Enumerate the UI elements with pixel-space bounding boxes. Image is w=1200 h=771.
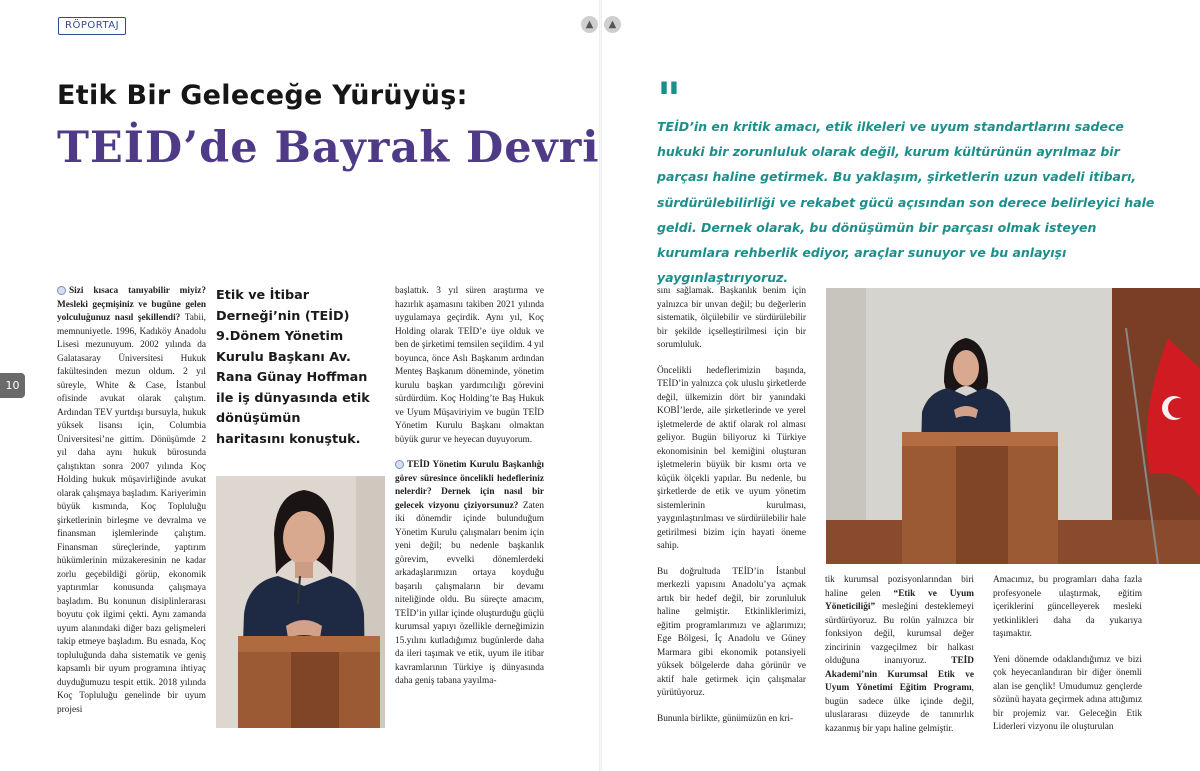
article-column-1 bbox=[57, 285, 206, 735]
pull-quote: TEİD’in en kritik amacı, etik ilkeleri ve uyum standartlarını sadece hukuki bir zorunluluk olarak değil, kurum kültürünün ayrılmaz bir parçası haline getirmek. Bu yaklaşım, şirketlerin uzun vadeli itibarı, sürdürülebilirliği ve rekabet gücü açısından son derece belirleyici hale geldi. Dernek olarak, bu dönüşümün bir parçası olmak isteyen kurumlara rehberlik ediyor, araçlar sunuyor ve bu anlayışı yaygınlaştırıyoruz. bbox=[657, 119, 1155, 286]
article-column-6 bbox=[993, 574, 1142, 735]
quote-mark: " bbox=[657, 72, 681, 126]
paragraph-1: sını sağlamak. Başkanlık benim için yalnızca bir unvan değil; bu değerlerin sistematik, ölçülebilir ve sürdürülebilir bir şekilde içselleştirilmesi için bir sorumluluk. bbox=[657, 286, 806, 350]
nav-right-icon[interactable]: ▲ bbox=[604, 16, 621, 33]
nav-icons bbox=[581, 16, 621, 33]
column-6-paragraph-2: Yeni dönemde odaklandığımız ve bizi çok heyecanlandıran bir diğer önemli alan ise gençlik! Umudumuz gençlerde sözünü hayata geçirmek adına attığımız bir projemiz var. Geleceğin Etik Liderleri vizyonu ile oluşturulan bbox=[993, 654, 1142, 732]
article-column-5 bbox=[825, 574, 974, 735]
podium-illustration bbox=[826, 288, 1200, 564]
question-1: Sizi kısaca tanıyabilir miyiz? Mesleki geçmişiniz ve bugüne gelen yolculuğunuz nasıl şekillendi? bbox=[57, 286, 206, 323]
column-5-text-b: mesleğini desteklemeyi sürdürüyoruz. Bu rolün yalnızca bir fonksiyon değil, kurumsal değer zincirinin vazgeçilmez bir halkası olduğuna inanıyoruz. bbox=[825, 602, 974, 666]
paragraph-2: Öncelikli hedeflerimizin başında, TEİD’in yalnızca çok uluslu şirketlerde değil, ülkemizin dört bir yanındaki KOBİ’lerde, aile şirketlerinde ve yerel işletmelerde de aktif olarak rol alması geliyor. Bugün biliyoruz ki Türkiye ekonomisinin bel kemiğini oluşturan işletmelerin büyük bir kısmı orta ve küçük ölçekli yapılar. Bu nedenle, bu şirketlerde de etik ve uyum yönetim sistemlerinin kurulması, yaygınlaştırılması ve sürdürülebilir hale getirilmesi bizim için hayati öneme sahip. bbox=[657, 365, 806, 551]
speaker-photo-portrait bbox=[216, 476, 385, 728]
intro-text: Etik ve İtibar Derneği’nin (TEİD) 9.Dönem Yönetim Kurulu Başkanı Av. Rana Günay Hoffman ile iş dünyasında etik dönüşümün haritasını konuştuk. bbox=[216, 288, 370, 447]
headline-line1: Etik Bir Geleceğe Yürüyüş: bbox=[57, 80, 468, 111]
page-gutter bbox=[599, 0, 602, 771]
column-5-bold-b: TEİD Akademi’nin Kurumsal Etik ve Uyum Yönetimi Eğitim Programı bbox=[825, 656, 974, 693]
paragraph-4: Bununla birlikte, günümüzün en kri- bbox=[657, 713, 794, 724]
question-2: TEİD Yönetim Kurulu Başkanlığı görev süresince öncelikli hedefleriniz nelerdir? Dernek için nasıl bir gelecek vizyonu çiziyorsunuz? bbox=[395, 460, 544, 511]
question-bullet-icon bbox=[57, 286, 66, 295]
article-column-4 bbox=[657, 285, 806, 735]
answer-1-cont: başlattık. 3 yıl süren araştırma ve hazırlık aşamasını takiben 2021 yılında uygulamaya geçirdik. Aynı yıl, Koç Holding olarak TEİD’e üye olduk ve ben de şirketimi temsilen seçildim. 4 yıl boyunca, önce Aslı Başkanım ardından Menteş Başkanım döneminde, yönetim kurulu başkan yardımcılığı görevini sürdürdüm. Koç Holding’te Baş Hukuk ve Uyum Müşaviriyim ve bugün TEİD Yönetim Kurulu Başkanı olmaktan büyük gurur ve heyecan duyuyorum. bbox=[395, 286, 544, 445]
page-number: 10 bbox=[0, 373, 25, 398]
column-5-bold-a: “Etik ve Uyum Yöneticiliği” bbox=[825, 588, 974, 612]
article-column-3 bbox=[395, 285, 544, 735]
nav-left-icon[interactable]: ▲ bbox=[581, 16, 598, 33]
paragraph-3: Bu doğrultuda TEİD’in İstanbul merkezli yapısını Anadolu’ya açmak artık bir hedef değil, bir zorunluluk haline gelmiştir. Etkinliklerimizi, eğitim programlarımızı ve ağlarımızı; Ege Bölgesi, İç Anadolu ve Güney Marmara gibi ekonomik potansiyeli yüksek bölgelerde daha görünür ve aktif hale getirmek için çalışmalar yürütüyoruz. bbox=[657, 566, 806, 698]
section-tag: RÖPORTAJ bbox=[58, 17, 126, 35]
answer-2: Zaten iki dönemdir içinde bulunduğum Yönetim Kurulu çalışmaları benim için yeni değil; bu nedenle başkanlık görevim, evvelki dönemlerdeki arkadaşlarımızın ortaya koyduğu başarılı çalışmaların bir devamı niteliğinde oldu. Bu süreçte amacım, TEİD’in yıllar içinde oluşturduğu güçlü kurumsal yapıyı özellikle derneğimizin 15.yılını kutladığımız bugünlerde daha da ileri taşımak ve etik, uyum ile itibar kavramlarının Türkiye iş dünyasında daha geniş tabana yayılma- bbox=[395, 500, 544, 686]
headline-line2: TEİD’de Bayrak Devri bbox=[57, 123, 600, 173]
column-5-text-a: tik kurumsal pozisyonlarından biri haline gelen bbox=[825, 575, 974, 599]
column-5-text-c: , bugün sadece ülke içinde değil, uluslararası düzeyde de tanınırlık kazanmış bir yapı haline gelmiştir. bbox=[825, 683, 974, 734]
answer-1: Tabii, memnuniyetle. 1996, Kadıköy Anadolu Lisesi mezunuyum. 2002 yılında da Galatasaray Üniversitesi Hukuk fakültesinden mezun oldum. 2 yıl süreyle, White & Case, İstanbul ofisinde avukat olarak çalıştım. Ardından TEV yurtdışı bursuyla, hukuk yüksek lisansı için, Columbia Üniversitesi’ne gittim. Dönüşümde 2 yıl daha aynı hukuk bürosunda çalıştıktan sonra 2007 yılında Koç Holding hukuk müşavirliğinde avukat olarak çalışmaya başladım. Kariyerimin büyük kısmında, Koç Topluluğu şirketlerinin birleşme ve devralma ve finansman işlemlerinde çalıştım. Finansman süreçlerinde, yaptırım hükümlerinin müzakeresinin ne kadar zorlu geçebildiği görüp, ekonomik yaptırımlar konusunda çalışmaya başladım. Bu konunun disiplinlerarası boyutu çok ilgimi çekti. Aynı zamanda uyum alanındaki diğer bazı gelişmeleri takip etmeye başladım. Bu esnada, Koç topluluğunda daha sistematik ve geniş kapsamlı bir uyum programına ihtiyaç duyduğumuzu tespit ettik. 2018 yılında Koç Topluluğu genelinde bir uyum projesi bbox=[57, 313, 206, 715]
speaker-photo-podium bbox=[826, 288, 1200, 564]
speaker-illustration bbox=[216, 476, 385, 728]
column-6-paragraph-1: Amacımız, bu programları daha fazla profesyonele ulaştırmak, eğitim içeriklerini güncelleyerek mesleki yetkinlikleri daha da yukarıya taşımaktır. bbox=[993, 575, 1142, 639]
question-bullet-icon bbox=[395, 460, 404, 469]
